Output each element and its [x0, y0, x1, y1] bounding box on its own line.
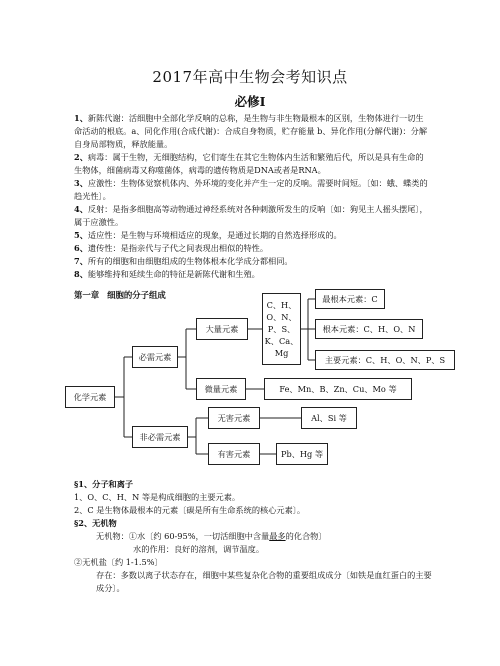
macro-elements-list [262, 293, 301, 365]
point-item: 5、适应性：是生物与环境相适应的现象，是通过长期的自然选择形成的。 [74, 230, 342, 240]
harmful-elements-box: 有害元素 [208, 443, 260, 465]
harmless-elements-list: Al、Si 等 [301, 407, 357, 429]
point-item: 3、应激性：生物体觉察机体内、外环境的变化并产生一定的反响。需要时间短。〔如：蛾、蝶类的趋光性〕。 [74, 178, 428, 201]
section-line: 1、O、C、H、N 等是构成细胞的主要元素。 [74, 492, 241, 502]
basic-elements-box: 根本元素：C、H、O、N [315, 319, 423, 339]
macro-element-line: K、Ca、 [264, 336, 299, 346]
point-item: 8、能够维持和延续生命的特征是新陈代谢和生殖。 [74, 269, 260, 279]
salt-desc-line: 存在：多数以离子状态存在，细胞中某些复杂化合物的重要组成成分〔如铁是血红蛋白的主要成分〕。 [96, 570, 432, 593]
section-heading: §1、分子和离子 [74, 479, 134, 489]
page-subtitle: 必修Ⅰ [234, 94, 266, 109]
chemical-elements-box: 化学元素 [65, 386, 115, 408]
page-title: 2017年高中生物会考知识点 [152, 68, 348, 86]
salt-line: ②无机盐〔约 1-1.5%〕 [74, 557, 163, 567]
micro-elements-list: Fe、Mn、B、Zn、Cu、Mo 等 [264, 378, 412, 400]
macro-elements-box: 大量元素 [196, 318, 248, 340]
macro-element-line: Mg [274, 348, 289, 358]
macro-element-line: P、S、 [267, 324, 296, 334]
sections [74, 478, 434, 595]
section-heading: §2、无机物 [74, 518, 117, 528]
harmless-elements-box: 无害元素 [208, 407, 260, 429]
macro-element-line: C、H、 [266, 300, 297, 310]
most-basic-element-box: 最根本元素：C [315, 289, 385, 309]
micro-elements-box: 微量元素 [196, 378, 246, 400]
point-item: 6、遗传性：是指亲代与子代之间表现出相似的特性。 [74, 243, 269, 253]
water-role-line: 水的作用：良好的溶剂，调节温度。 [133, 544, 265, 554]
harmful-elements-list: Pb、Hg 等 [276, 443, 328, 465]
section-line: 2、C 是生物体最根本的元素〔碳是所有生命系统的核心元素〕。 [74, 505, 306, 515]
point-item: 1、新陈代谢：活细胞中全部化学反响的总称，是生物与非生物最根本的区别，生物体进行一切生命活动的根底。a、同化作用(合成代谢)：合成自身物质，贮存能量 b、异化作用(分解代谢)：分解自身局部物质，释放能量。 [74, 113, 428, 149]
main-elements-box: 主要元素：C、H、O、N、P、S [315, 350, 455, 370]
point-item: 7、所有的细胞和由细胞组成的生物体根本化学成分都相同。 [74, 256, 293, 266]
point-item: 2、病毒：属于生物，无细胞结构，它们寄生在其它生物体内生活和繁殖后代，所以是具有生命的生物体，细菌病毒又称噬菌体，病毒的遗传物质是DNA或者是RNA。 [74, 152, 424, 175]
essential-elements-box: 必需元素 [132, 346, 178, 368]
nonessential-elements-box: 非必需元素 [132, 426, 188, 448]
water-line: 无机物：①水〔约 60-95%，一切活细胞中含量最多的化合物〕 [96, 531, 327, 541]
point-item: 4、反射：是指多细胞高等动物通过神经系统对各种刺激所发生的反响〔如：狗见主人摇头摆尾〕，属于应激性。 [74, 204, 428, 227]
macro-element-line: O、N、 [266, 312, 297, 322]
chapter-heading: 第一章 细胞的分子组成 [74, 290, 166, 300]
